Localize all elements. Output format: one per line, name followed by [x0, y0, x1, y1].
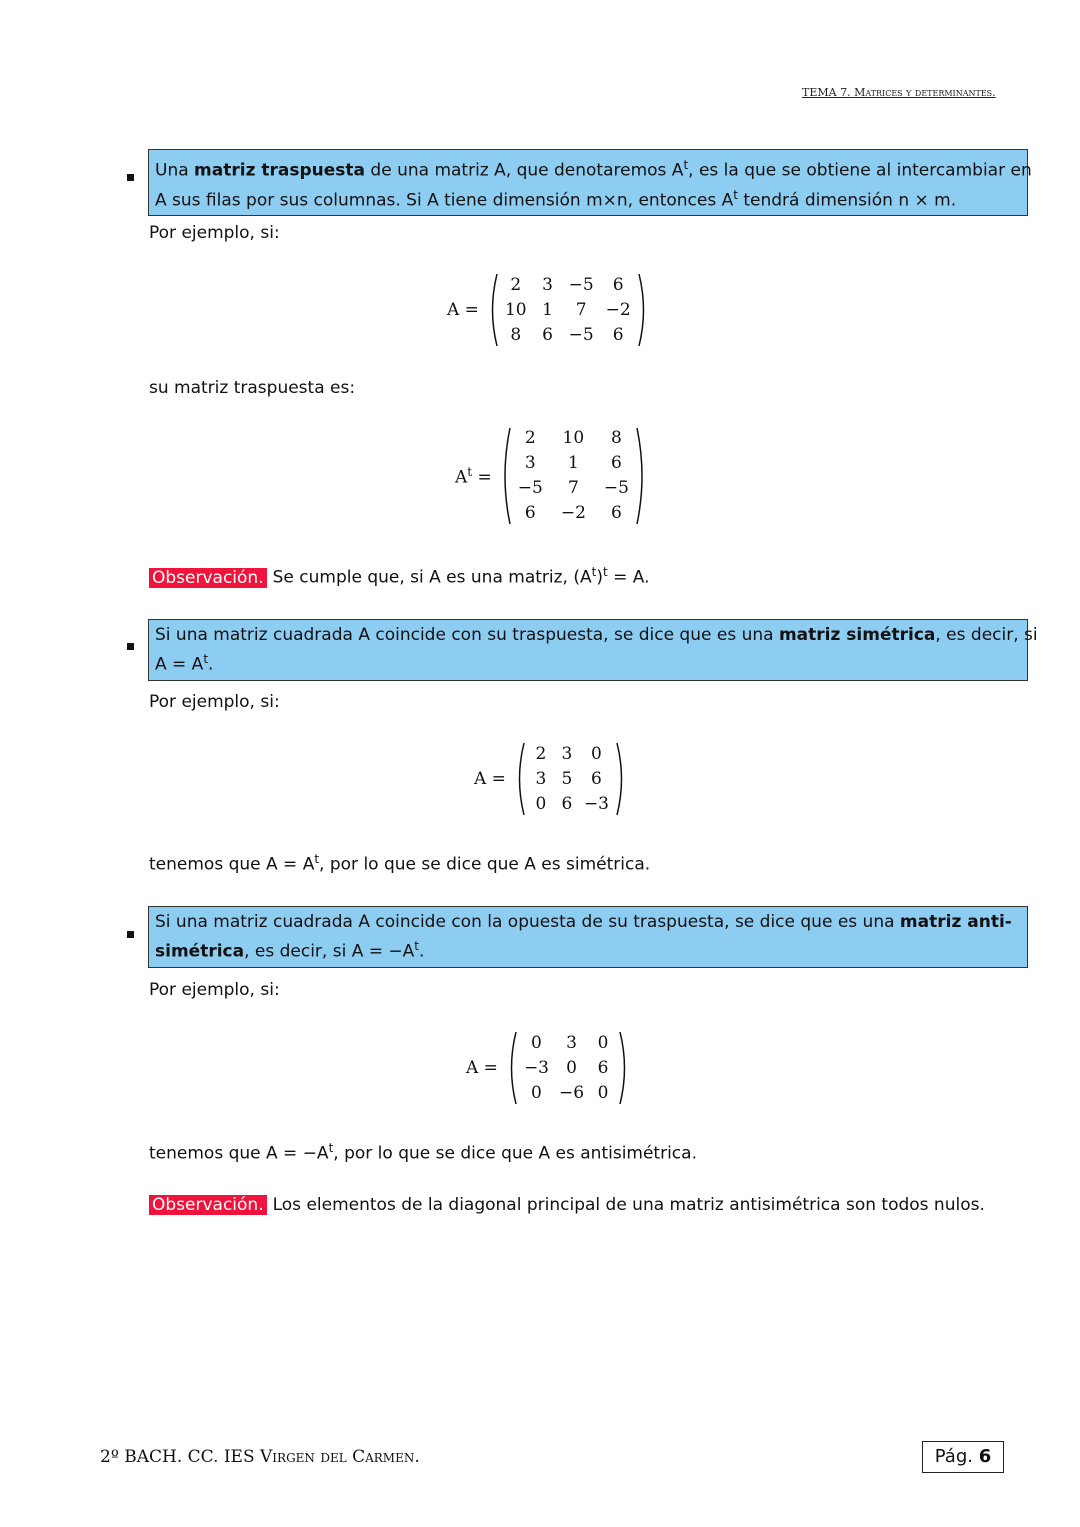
bullet-2	[127, 643, 134, 650]
left-paren-icon	[487, 272, 499, 348]
page-number: 6	[978, 1446, 992, 1467]
header-title: Matrices y determinantes.	[854, 86, 996, 99]
transpose-intro: su matriz traspuesta es:	[149, 378, 356, 398]
matrix-At-example-1	[455, 426, 647, 526]
definition-box-simetrica	[148, 619, 1038, 681]
box-line-2: A sus filas por sus columnas. Si A tiene dimensión m×n, entonces $A^t$ tendrá dimensión n × m.	[155, 187, 957, 211]
left-paren-icon	[514, 741, 526, 817]
page-label: Pág.	[934, 1446, 973, 1467]
matrix-lhs: A =	[447, 300, 479, 320]
example-intro-1: Por ejemplo, si:	[149, 223, 280, 243]
bullet-3	[127, 931, 134, 938]
matrix-grid: 2 3 −5 6 10 1 7 −2 8 6 −5 6	[504, 274, 631, 345]
matrix-grid: 2 10 8 3 1 6 −5 7 −5 6 −2 6	[517, 428, 629, 523]
matrix-A-example-1	[447, 272, 649, 348]
matrix-grid: 0 3 0 −3 0 6 0 −6 0	[523, 1032, 609, 1103]
conclusion-3: tenemos que $A = -A^t$, por lo que se dice que A es antisimétrica.	[149, 1141, 697, 1164]
page-header	[802, 86, 996, 99]
right-paren-icon	[637, 272, 649, 348]
left-paren-icon	[506, 1030, 518, 1106]
conclusion-2: tenemos que $A = A^t$, por lo que se dice que A es simétrica.	[149, 852, 651, 875]
box-line-1: Si una matriz cuadrada A coincide con su traspuesta, se dice que es una matriz simétrica, es decir, si	[155, 625, 1038, 645]
example-intro-3: Por ejemplo, si:	[149, 980, 280, 1000]
matrix-A-example-2	[474, 741, 627, 817]
term-simetrica: matriz simétrica	[778, 625, 936, 645]
observation-tag: Observación.	[149, 568, 267, 588]
header-tema: TEMA 7.	[802, 86, 851, 99]
matrix-lhs: A =	[466, 1058, 498, 1078]
observation-tag: Observación.	[149, 1195, 267, 1215]
matrix-lhs: A =	[474, 769, 506, 789]
left-paren-icon	[500, 426, 512, 526]
page-number-box	[922, 1441, 1004, 1473]
right-paren-icon	[635, 426, 647, 526]
term-antisimetrica: matriz anti-	[899, 912, 1012, 932]
observation-3: Observación. Los elementos de la diagonal principal de una matriz antisimétrica son todos nulos.	[149, 1193, 985, 1217]
box-line-1: Una matriz traspuesta de una matriz A, que denotaremos $A^t$, es la que se obtiene al intercambiar en	[155, 158, 1032, 181]
definition-box-antisimetrica	[148, 906, 1028, 968]
box-line-2: $A = A^t$.	[155, 652, 214, 675]
right-paren-icon	[615, 741, 627, 817]
box-line-2: simétrica, es decir, si $A = -A^t$.	[155, 939, 425, 962]
matrix-lhs: $A^t$ =	[455, 464, 492, 488]
box-line-1: Si una matriz cuadrada A coincide con la opuesta de su traspuesta, se dice que es una matriz anti-	[155, 912, 1012, 932]
right-paren-icon	[618, 1030, 630, 1106]
matrix-A-example-3	[466, 1030, 630, 1106]
footer-course: 2º BACH. CC. IES Virgen del Carmen.	[100, 1447, 420, 1467]
bullet-1	[127, 174, 134, 181]
term-traspuesta: matriz traspuesta	[194, 160, 366, 181]
matrix-grid: 2 3 0 3 5 6 0 6 −3	[535, 743, 609, 814]
observation-1: Observación. Se cumple que, si A es una matriz, $(A^t)^t = A$.	[149, 560, 649, 590]
example-intro-2: Por ejemplo, si:	[149, 692, 280, 712]
definition-box-traspuesta	[148, 149, 1032, 216]
